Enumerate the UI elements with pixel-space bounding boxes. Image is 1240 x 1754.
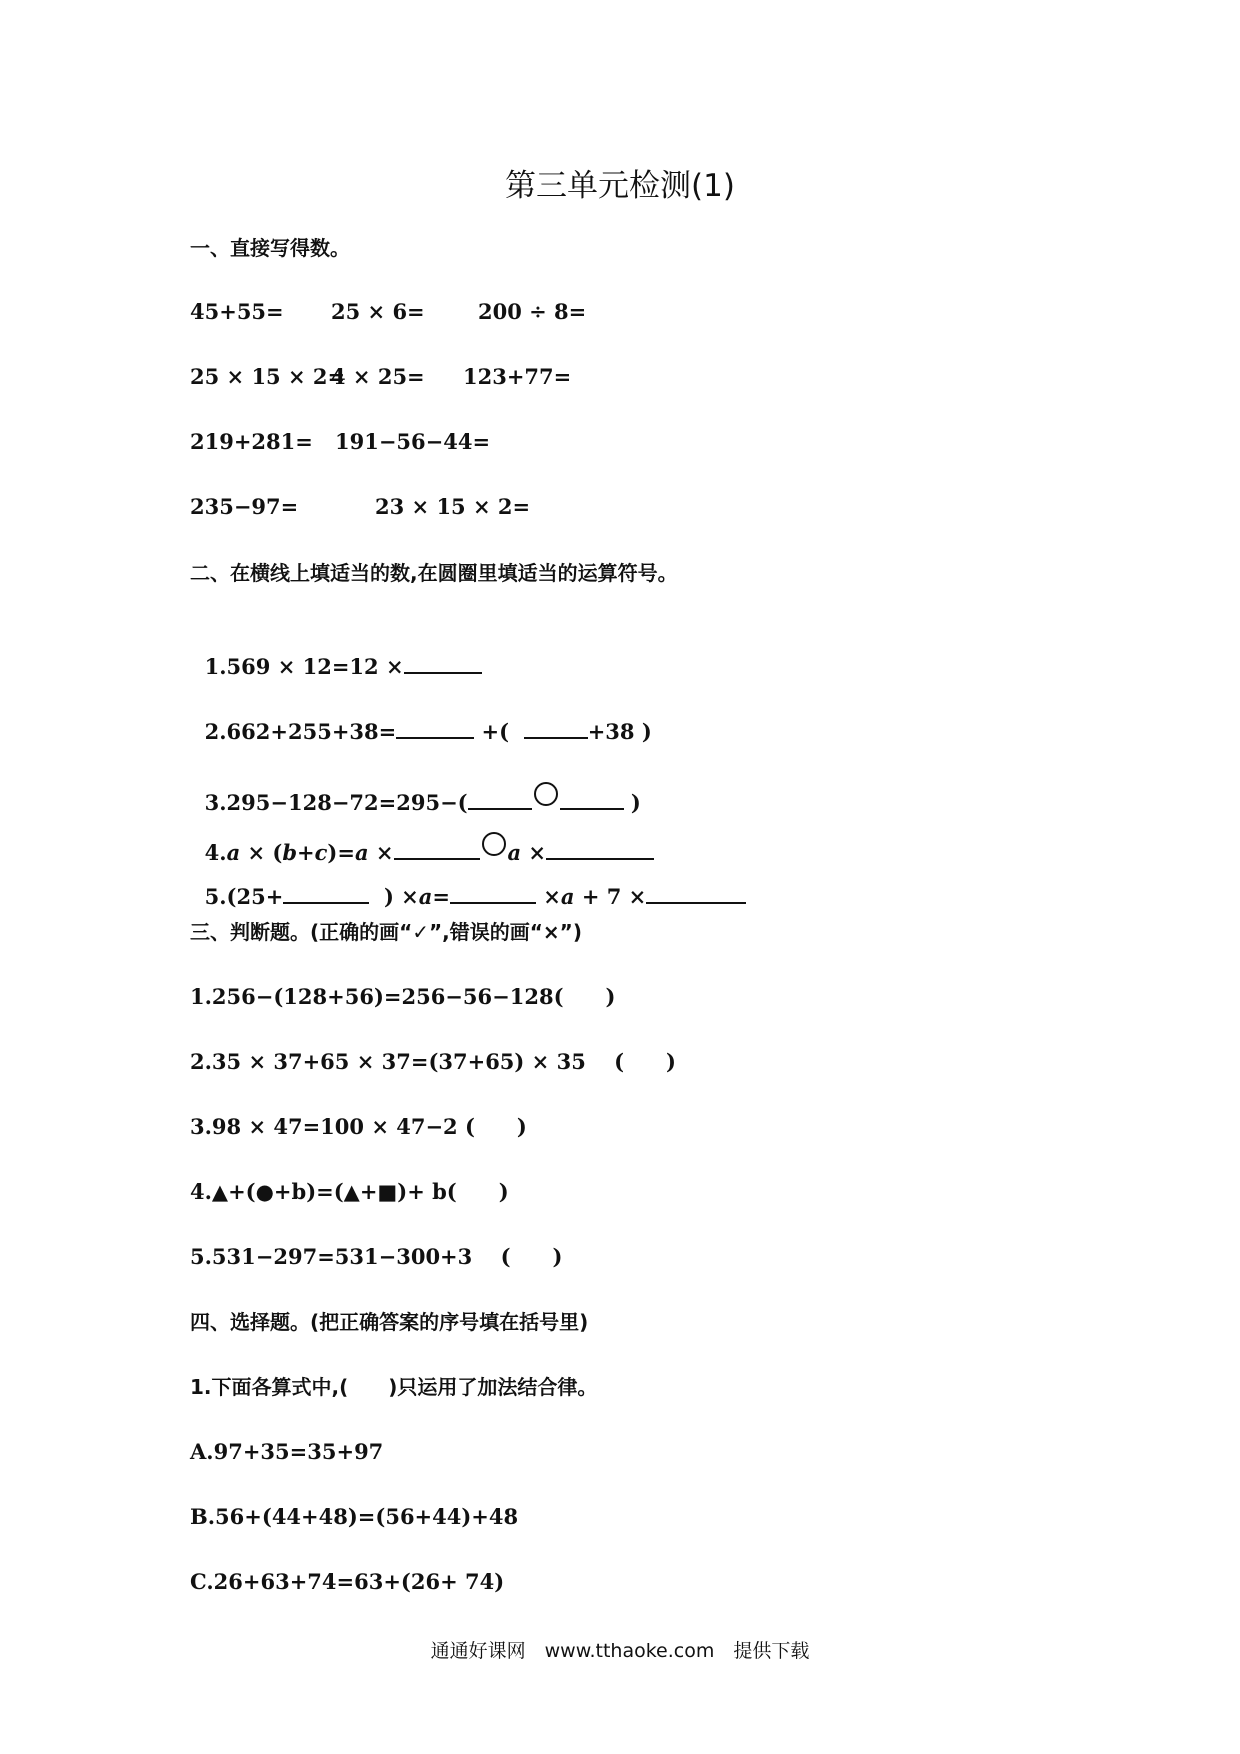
page-title: 第三单元检测(1) <box>505 168 735 204</box>
question-text: 5.(25+ <box>204 884 284 909</box>
answer-blank[interactable] <box>646 882 746 904</box>
answer-blank[interactable] <box>283 882 369 904</box>
calc-item: 25 × 6= <box>331 299 425 324</box>
question-text: 3.295−128−72=295−( <box>204 790 468 815</box>
answer-blank[interactable] <box>524 717 588 739</box>
question-text: + 7 × <box>574 884 647 909</box>
variable-a: a <box>354 840 369 865</box>
footer-credit: 通通好课网 www.tthaoke.com 提供下载 <box>430 1640 810 1662</box>
choice-option-c: C.26+63+74=63+(26+ 74) <box>190 1569 505 1594</box>
variable-a: a <box>507 840 522 865</box>
fill-question-1 <box>190 622 482 682</box>
variable-c: c <box>314 840 328 865</box>
section2-heading: 二、在横线上填适当的数,在圆圈里填适当的运算符号。 <box>190 561 678 585</box>
calc-item: 23 × 15 × 2= <box>375 494 531 519</box>
question-text: × <box>536 884 561 909</box>
calc-item: 235−97= <box>190 494 299 519</box>
fill-question-5 <box>190 852 746 912</box>
question-text: × ( <box>240 840 283 865</box>
calc-item: 45+55= <box>190 299 284 324</box>
calc-item: 123+77= <box>463 364 572 389</box>
variable-a: a <box>418 884 433 909</box>
question-text: × <box>368 840 394 865</box>
calc-item: 4 × 25= <box>331 364 425 389</box>
question-text: +( <box>474 719 510 744</box>
calc-item: 200 ÷ 8= <box>478 299 587 324</box>
question-text: + <box>297 840 315 865</box>
question-text: )= <box>327 840 355 865</box>
judge-item-2: 2.35 × 37+65 × 37=(37+65) × 35 ( ) <box>190 1049 676 1074</box>
question-text: × <box>521 840 547 865</box>
calc-item: 219+281= <box>190 429 313 454</box>
section3-heading: 三、判断题。(正确的画“✓”,错误的画“×”) <box>190 920 582 944</box>
choice-option-b: B.56+(44+48)=(56+44)+48 <box>190 1504 519 1529</box>
question-text: +38 ) <box>587 719 652 744</box>
fill-question-2 <box>190 687 652 747</box>
judge-item-5: 5.531−297=531−300+3 ( ) <box>190 1244 563 1269</box>
calc-item: 25 × 15 × 2= <box>190 364 346 389</box>
question-text: 2.662+255+38= <box>204 719 397 744</box>
judge-item-4: 4.▲+(●+b)=(▲+■)+ b( ) <box>190 1179 509 1204</box>
question-text: = <box>432 884 450 909</box>
question-text: ) × <box>383 884 419 909</box>
section4-heading: 四、选择题。(把正确答案的序号填在括号里) <box>190 1310 589 1334</box>
question-text: 4. <box>204 840 227 865</box>
variable-a: a <box>226 840 241 865</box>
answer-blank[interactable] <box>404 652 482 674</box>
judge-item-1: 1.256−(128+56)=256−56−128( ) <box>190 984 616 1009</box>
question-text: ) <box>630 790 641 815</box>
question-text: 1.569 × 12=12 × <box>204 654 404 679</box>
choice-option-a: A.97+35=35+97 <box>190 1439 384 1464</box>
answer-blank[interactable] <box>450 882 536 904</box>
answer-blank[interactable] <box>396 717 474 739</box>
variable-a: a <box>560 884 575 909</box>
section1-heading: 一、直接写得数。 <box>190 236 350 260</box>
variable-b: b <box>282 840 298 865</box>
choice-question-1: 1.下面各算式中,( )只运用了加法结合律。 <box>190 1375 598 1399</box>
judge-item-3: 3.98 × 47=100 × 47−2 ( ) <box>190 1114 527 1139</box>
calc-item: 191−56−44= <box>335 429 491 454</box>
